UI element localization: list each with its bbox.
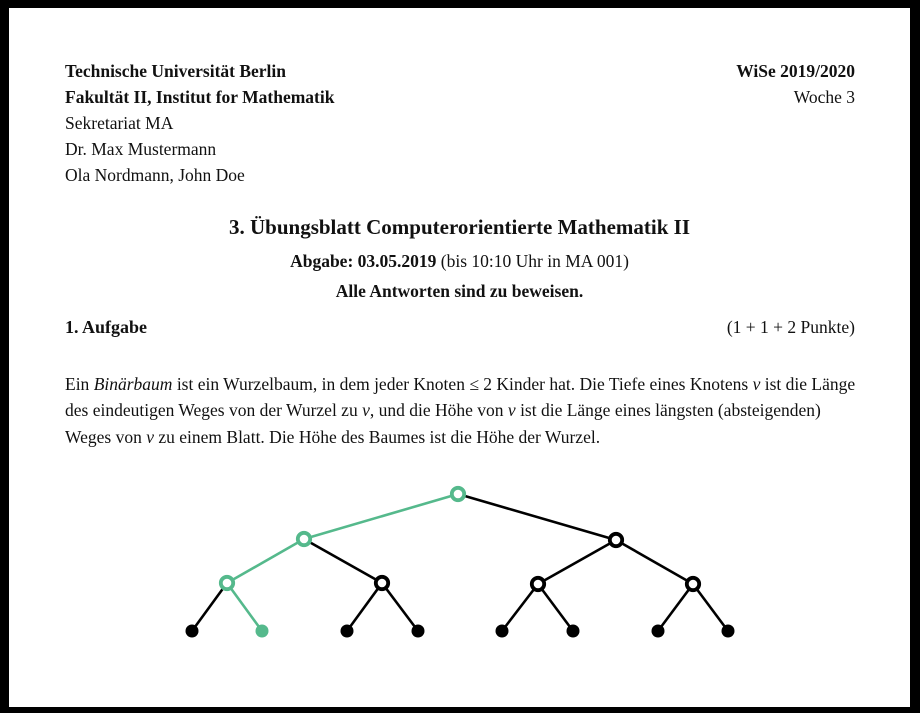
header-left-block <box>65 58 334 188</box>
task-heading: 1. Aufgabe <box>65 317 148 337</box>
week-label: Woche 3 <box>793 87 855 107</box>
task-paragraph <box>65 371 859 451</box>
paragraph-segment-italic: Binärbaum <box>93 373 173 394</box>
secretariat-line: Sekretariat MA <box>65 113 174 133</box>
lecturer-line: Dr. Max Mustermann <box>65 139 217 159</box>
paragraph-segment-italic: v <box>146 426 154 447</box>
document-sheet <box>9 8 910 707</box>
institution-name: Technische Universität Berlin <box>65 61 287 81</box>
due-date-line <box>9 251 910 272</box>
paragraph-segment-italic: v <box>362 400 370 420</box>
faculty-name: Fakultät II, Institut for Mathematik <box>65 87 335 107</box>
paragraph-segment: ist die Länge des eindeutigen Weges von der Wurzel zu <box>65 373 856 420</box>
paragraph-segment: ist die Länge eines längsten (absteigenden) Weges von <box>65 400 821 447</box>
assistants-line: Ola Nordmann, John Doe <box>65 165 245 185</box>
proof-notice: Alle Antworten sind zu beweisen. <box>335 281 584 301</box>
semester-label: WiSe 2019/2020 <box>736 61 855 81</box>
task-header-row <box>65 317 855 338</box>
task-points: (1 + 1 + 2 Punkte) <box>726 317 855 337</box>
due-date-details: (bis 10:10 Uhr in MA 001) <box>436 251 629 271</box>
header-right-block <box>736 58 855 110</box>
page-title: 3. Übungsblatt Computerorientierte Mathematik II <box>229 215 690 239</box>
paragraph-segment: Ein <box>65 373 94 394</box>
paragraph-segment-italic: v <box>752 373 761 394</box>
paragraph-segment-italic: v <box>507 400 516 420</box>
paragraph-segment: ist ein Wurzelbaum, in dem jeder Knoten ≤ 2 Kinder hat. Die Tiefe eines Knotens <box>172 373 753 394</box>
paragraph-segment: zu einem Blatt. Die Höhe des Baumes ist die Höhe der Wurzel. <box>154 426 601 447</box>
paragraph-segment: , und die Höhe von <box>369 400 508 420</box>
due-date-bold: Abgabe: 03.05.2019 <box>290 251 437 271</box>
